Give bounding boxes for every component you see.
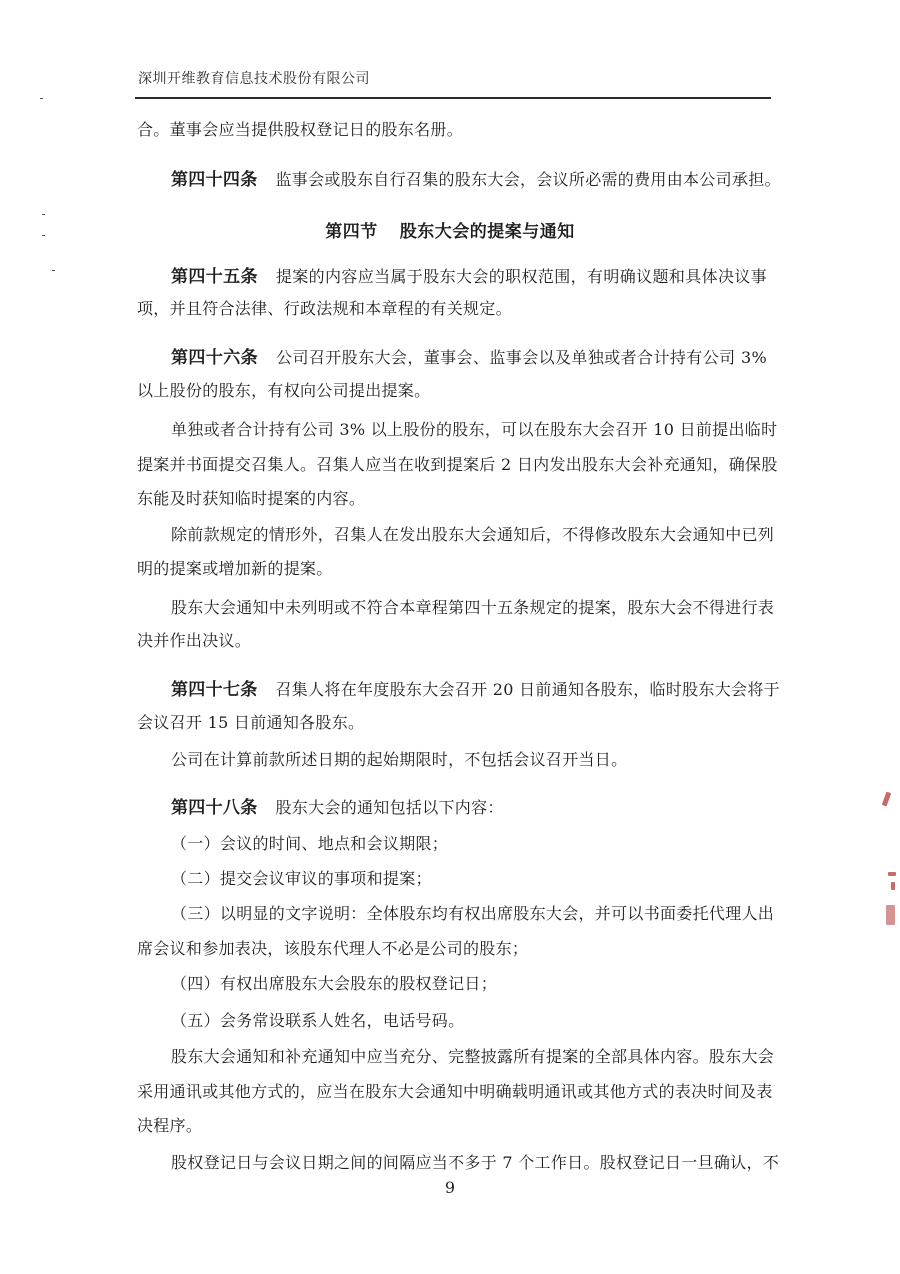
article-45	[171, 266, 767, 288]
article-label: 第四十六条	[171, 348, 259, 368]
article-48	[171, 797, 767, 819]
paragraph-line: 会议召开 15 日前通知各股东。	[137, 713, 365, 732]
article-label: 第四十七条	[171, 680, 258, 700]
article-label: 第四十八条	[171, 798, 258, 818]
article-47	[171, 679, 780, 701]
list-item: （一）会议的时间、地点和会议期限；	[171, 834, 449, 853]
scan-speck	[40, 98, 43, 99]
header-divider	[135, 97, 771, 99]
paragraph-line: 提案并书面提交召集人。召集人应当在收到提案后 2 日内发出股东大会补充通知，确保股	[137, 455, 778, 474]
paragraph-line: 决并作出决议。	[137, 631, 252, 650]
paragraph-line: 东能及时获知临时提案的内容。	[137, 489, 366, 508]
article-label: 第四十四条	[171, 170, 258, 190]
article-text: 监事会或股东自行召集的股东大会，会议所必需的费用由本公司承担。	[275, 170, 781, 189]
seal-fragment	[888, 872, 896, 876]
page-number: 9	[444, 1178, 456, 1197]
list-item: （二）提交会议审议的事项和提案；	[171, 869, 432, 888]
scan-speck	[42, 214, 45, 215]
section-heading	[0, 217, 900, 242]
seal-fragment	[891, 882, 895, 890]
paragraph-line: 除前款规定的情形外，召集人在发出股东大会通知后，不得修改股东大会通知中已列	[171, 525, 775, 544]
article-text: 公司召开股东大会，董事会、监事会以及单独或者合计持有公司 3%	[276, 348, 767, 367]
paragraph-line: 公司在计算前款所述日期的起始期限时，不包括会议召开当日。	[171, 750, 628, 769]
article-text: 召集人将在年度股东大会召开 20 日前通知各股东，临时股东大会将于	[275, 680, 780, 699]
seal-fragment	[882, 792, 891, 807]
article-text: 股东大会的通知包括以下内容：	[275, 798, 504, 817]
paragraph-line: 单独或者合计持有公司 3% 以上股份的股东，可以在股东大会召开 10 日前提出临时	[171, 420, 778, 439]
scan-speck	[42, 235, 45, 236]
paragraph-line: 采用通讯或其他方式的，应当在股东大会通知中明确载明通讯或其他方式的表决时间及表	[137, 1082, 773, 1101]
paragraph-line: 以上股份的股东，有权向公司提出提案。	[137, 381, 431, 400]
paragraph-line: 股东大会通知中未列明或不符合本章程第四十五条规定的提案，股东大会不得进行表	[171, 598, 775, 617]
paragraph-line: 合。董事会应当提供股权登记日的股东名册。	[137, 120, 464, 139]
paragraph-line: 股权登记日与会议日期之间的间隔应当不多于 7 个工作日。股权登记日一旦确认，不	[171, 1153, 780, 1172]
paragraph-line: 明的提案或增加新的提案。	[137, 559, 333, 578]
section-title: 股东大会的提案与通知	[399, 222, 575, 242]
list-item: （四）有权出席股东大会股东的股权登记日；	[171, 974, 498, 993]
article-44	[171, 169, 781, 191]
list-item: （五）会务常设联系人姓名，电话号码。	[171, 1011, 465, 1030]
paragraph-line: 决程序。	[137, 1116, 203, 1135]
seal-fragment	[886, 905, 895, 925]
paragraph-line: 股东大会通知和补充通知中应当充分、完整披露所有提案的全部具体内容。股东大会	[171, 1047, 775, 1066]
article-46	[171, 347, 767, 369]
article-label: 第四十五条	[171, 267, 258, 287]
paragraph-line: 席会议和参加表决，该股东代理人不必是公司的股东；	[137, 939, 529, 958]
list-item: （三）以明显的文字说明：全体股东均有权出席股东大会，并可以书面委托代理人出	[171, 904, 775, 923]
header-company-name: 深圳开维教育信息技术股份有限公司	[138, 71, 370, 87]
scan-speck	[52, 270, 55, 271]
section-number: 第四节	[325, 222, 378, 242]
article-text: 提案的内容应当属于股东大会的职权范围，有明确议题和具体决议事	[275, 267, 767, 286]
paragraph-line: 项，并且符合法律、行政法规和本章程的有关规定。	[137, 299, 512, 318]
